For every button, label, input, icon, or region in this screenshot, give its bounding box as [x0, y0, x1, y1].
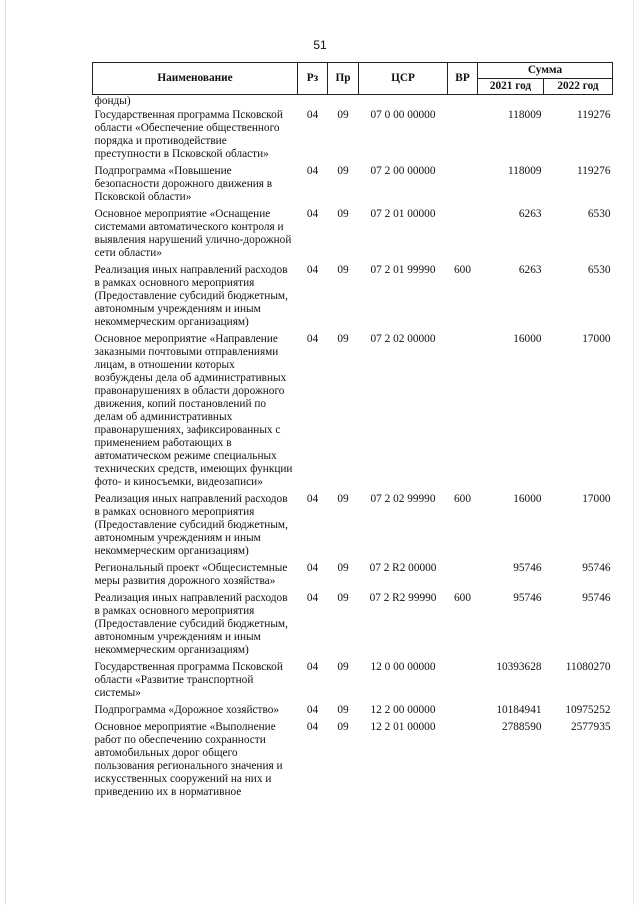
cell-pr: 09: [337, 493, 349, 505]
cell-2022: 17000: [582, 333, 611, 345]
cell-vr: [448, 660, 478, 703]
cell-2021: 2788590: [501, 721, 542, 733]
cell-2022: 11080270: [565, 661, 611, 673]
cell-csr: 12 2 01 00000: [370, 721, 436, 733]
cell-csr: 07 2 02 00000: [370, 333, 436, 345]
cell-csr: 07 2 02 99990: [370, 493, 436, 505]
cell-2021: 118009: [508, 109, 542, 121]
header-sum: Сумма: [478, 63, 613, 79]
cell-rz: 04: [306, 704, 319, 716]
cell-2021: 16000: [513, 333, 542, 345]
table-row: [93, 492, 613, 561]
cell-vr: [448, 332, 478, 492]
table-row: [93, 332, 613, 492]
cell-vr: [448, 164, 478, 207]
scan-edge-right: [633, 0, 634, 905]
table-row: [93, 720, 613, 802]
cell-2022: 17000: [582, 493, 611, 505]
cell-2021: 10393628: [496, 661, 542, 673]
scan-edge-left: [5, 0, 6, 905]
cell-pr: 09: [337, 165, 349, 177]
cell-csr: 07 2 00 00000: [370, 165, 436, 177]
cell-name: Основное мероприятие «Оснащение системами автоматического контроля и выявления нарушений улично-дорожной сети области»: [94, 208, 292, 259]
cell-name: Подпрограмма «Повышение безопасности дорожного движения в Псковской области»: [94, 165, 273, 203]
cell-rz: 04: [306, 264, 319, 276]
table-row: [93, 263, 613, 332]
cell-csr: 07 2 01 00000: [370, 208, 436, 220]
cell-rz: 04: [306, 721, 319, 733]
table-header: [93, 63, 613, 95]
cell-2022: 2577935: [570, 721, 611, 733]
cell-vr: [448, 108, 478, 164]
table-row: [93, 108, 613, 164]
cell-pr: 09: [337, 562, 349, 574]
cell-vr: 600: [454, 592, 471, 604]
header-vr: ВР: [448, 63, 478, 95]
cell-rz: 04: [306, 592, 319, 604]
cell-2022: 95746: [582, 592, 611, 604]
cell-rz: 04: [306, 109, 319, 121]
cell-2022: 6530: [587, 208, 611, 220]
table-body: [93, 95, 613, 803]
cell-name: Реализация иных направлений расходов в рамках основного мероприятия (Предоставление субсидий бюджетным, автономным учреждениям и иным некоммерческим организациям): [94, 264, 288, 328]
header-csr: ЦСР: [359, 63, 448, 95]
budget-table: [92, 62, 613, 802]
cell-pr: 09: [337, 208, 349, 220]
cell-csr: 12 0 00 00000: [370, 661, 436, 673]
table-row: [93, 561, 613, 591]
cell-csr: 12 2 00 00000: [370, 704, 436, 716]
cell-pr: 09: [337, 704, 349, 716]
cell-rz: 04: [306, 208, 319, 220]
cell-vr: 600: [454, 493, 471, 505]
header-2022: 2022 год: [544, 79, 613, 95]
table-row: [93, 207, 613, 263]
cell-rz: 04: [306, 333, 319, 345]
cell-2022: 119276: [577, 109, 611, 121]
cell-rz: 04: [306, 661, 319, 673]
cell-2021: 16000: [513, 493, 542, 505]
cell-name: Реализация иных направлений расходов в рамках основного мероприятия (Предоставление субсидий бюджетным, автономным учреждениям и иным некоммерческим организациям): [94, 592, 288, 656]
table-row: [93, 660, 613, 703]
cell-2022: 119276: [577, 165, 611, 177]
cell-name: Подпрограмма «Дорожное хозяйство»: [94, 704, 279, 716]
cell-vr: 600: [454, 264, 471, 276]
cell-vr: [448, 703, 478, 720]
cell-2021: 118009: [508, 165, 542, 177]
cell-rz: 04: [306, 562, 319, 574]
cell-name: Государственная программа Псковской области «Обеспечение общественного порядка и противодействие преступности в Псковской области»: [94, 109, 283, 160]
cell-vr: [448, 561, 478, 591]
cell-csr: 07 2 R2 99990: [369, 592, 437, 604]
cell-csr: 07 0 00 00000: [370, 109, 436, 121]
table-row: [93, 164, 613, 207]
cell-pr: 09: [337, 661, 349, 673]
table-row: [93, 703, 613, 720]
cell-csr: 07 2 R2 00000: [369, 562, 437, 574]
cell-vr: [448, 207, 478, 263]
cell-2022: 10975252: [565, 704, 611, 716]
cell-pr: 09: [337, 109, 349, 121]
cell-2021: 10184941: [496, 704, 542, 716]
continuation-row: [93, 95, 613, 109]
cell-name: Реализация иных направлений расходов в рамках основного мероприятия (Предоставление субсидий бюджетным, автономным учреждениям и иным некоммерческим организациям): [94, 493, 288, 557]
cell-pr: 09: [337, 592, 349, 604]
cell-pr: 09: [337, 721, 349, 733]
header-pr: Пр: [328, 63, 359, 95]
cell-2021: 6263: [518, 264, 542, 276]
cell-pr: 09: [337, 264, 349, 276]
cell-csr: 07 2 01 99990: [370, 264, 436, 276]
page-number: 51: [313, 38, 327, 52]
header-rz: Рз: [298, 63, 328, 95]
table-row: [93, 591, 613, 660]
continuation-text: фонды): [94, 95, 131, 107]
cell-name: Основное мероприятие «Выполнение работ по обеспечению сохранности автомобильных дорог общего пользования регионального значения и искусственных сооружений на них и приведению их в нормативное: [94, 721, 283, 798]
cell-rz: 04: [306, 165, 319, 177]
cell-pr: 09: [337, 333, 349, 345]
cell-name: Региональный проект «Общесистемные меры развития дорожного хозяйства»: [94, 562, 288, 587]
cell-2021: 6263: [518, 208, 542, 220]
cell-vr: [448, 720, 478, 802]
cell-2021: 95746: [513, 592, 542, 604]
cell-rz: 04: [306, 493, 319, 505]
header-name: Наименование: [93, 63, 298, 95]
cell-2022: 6530: [587, 264, 611, 276]
cell-name: Основное мероприятие «Направление заказными почтовыми отправлениями лицам, в отношении которых возбуждены дела об административных правонарушениях в области дорожного движения, копий постановлений по делам об административных правонарушениях, зафиксированных с применением работающих в автоматическом режиме специальных технических средств, имеющих функции фото- и киносъемки, видеозаписи»: [94, 333, 293, 488]
header-2021: 2021 год: [478, 79, 544, 95]
cell-name: Государственная программа Псковской области «Развитие транспортной системы»: [94, 661, 283, 699]
cell-2022: 95746: [582, 562, 611, 574]
cell-2021: 95746: [513, 562, 542, 574]
